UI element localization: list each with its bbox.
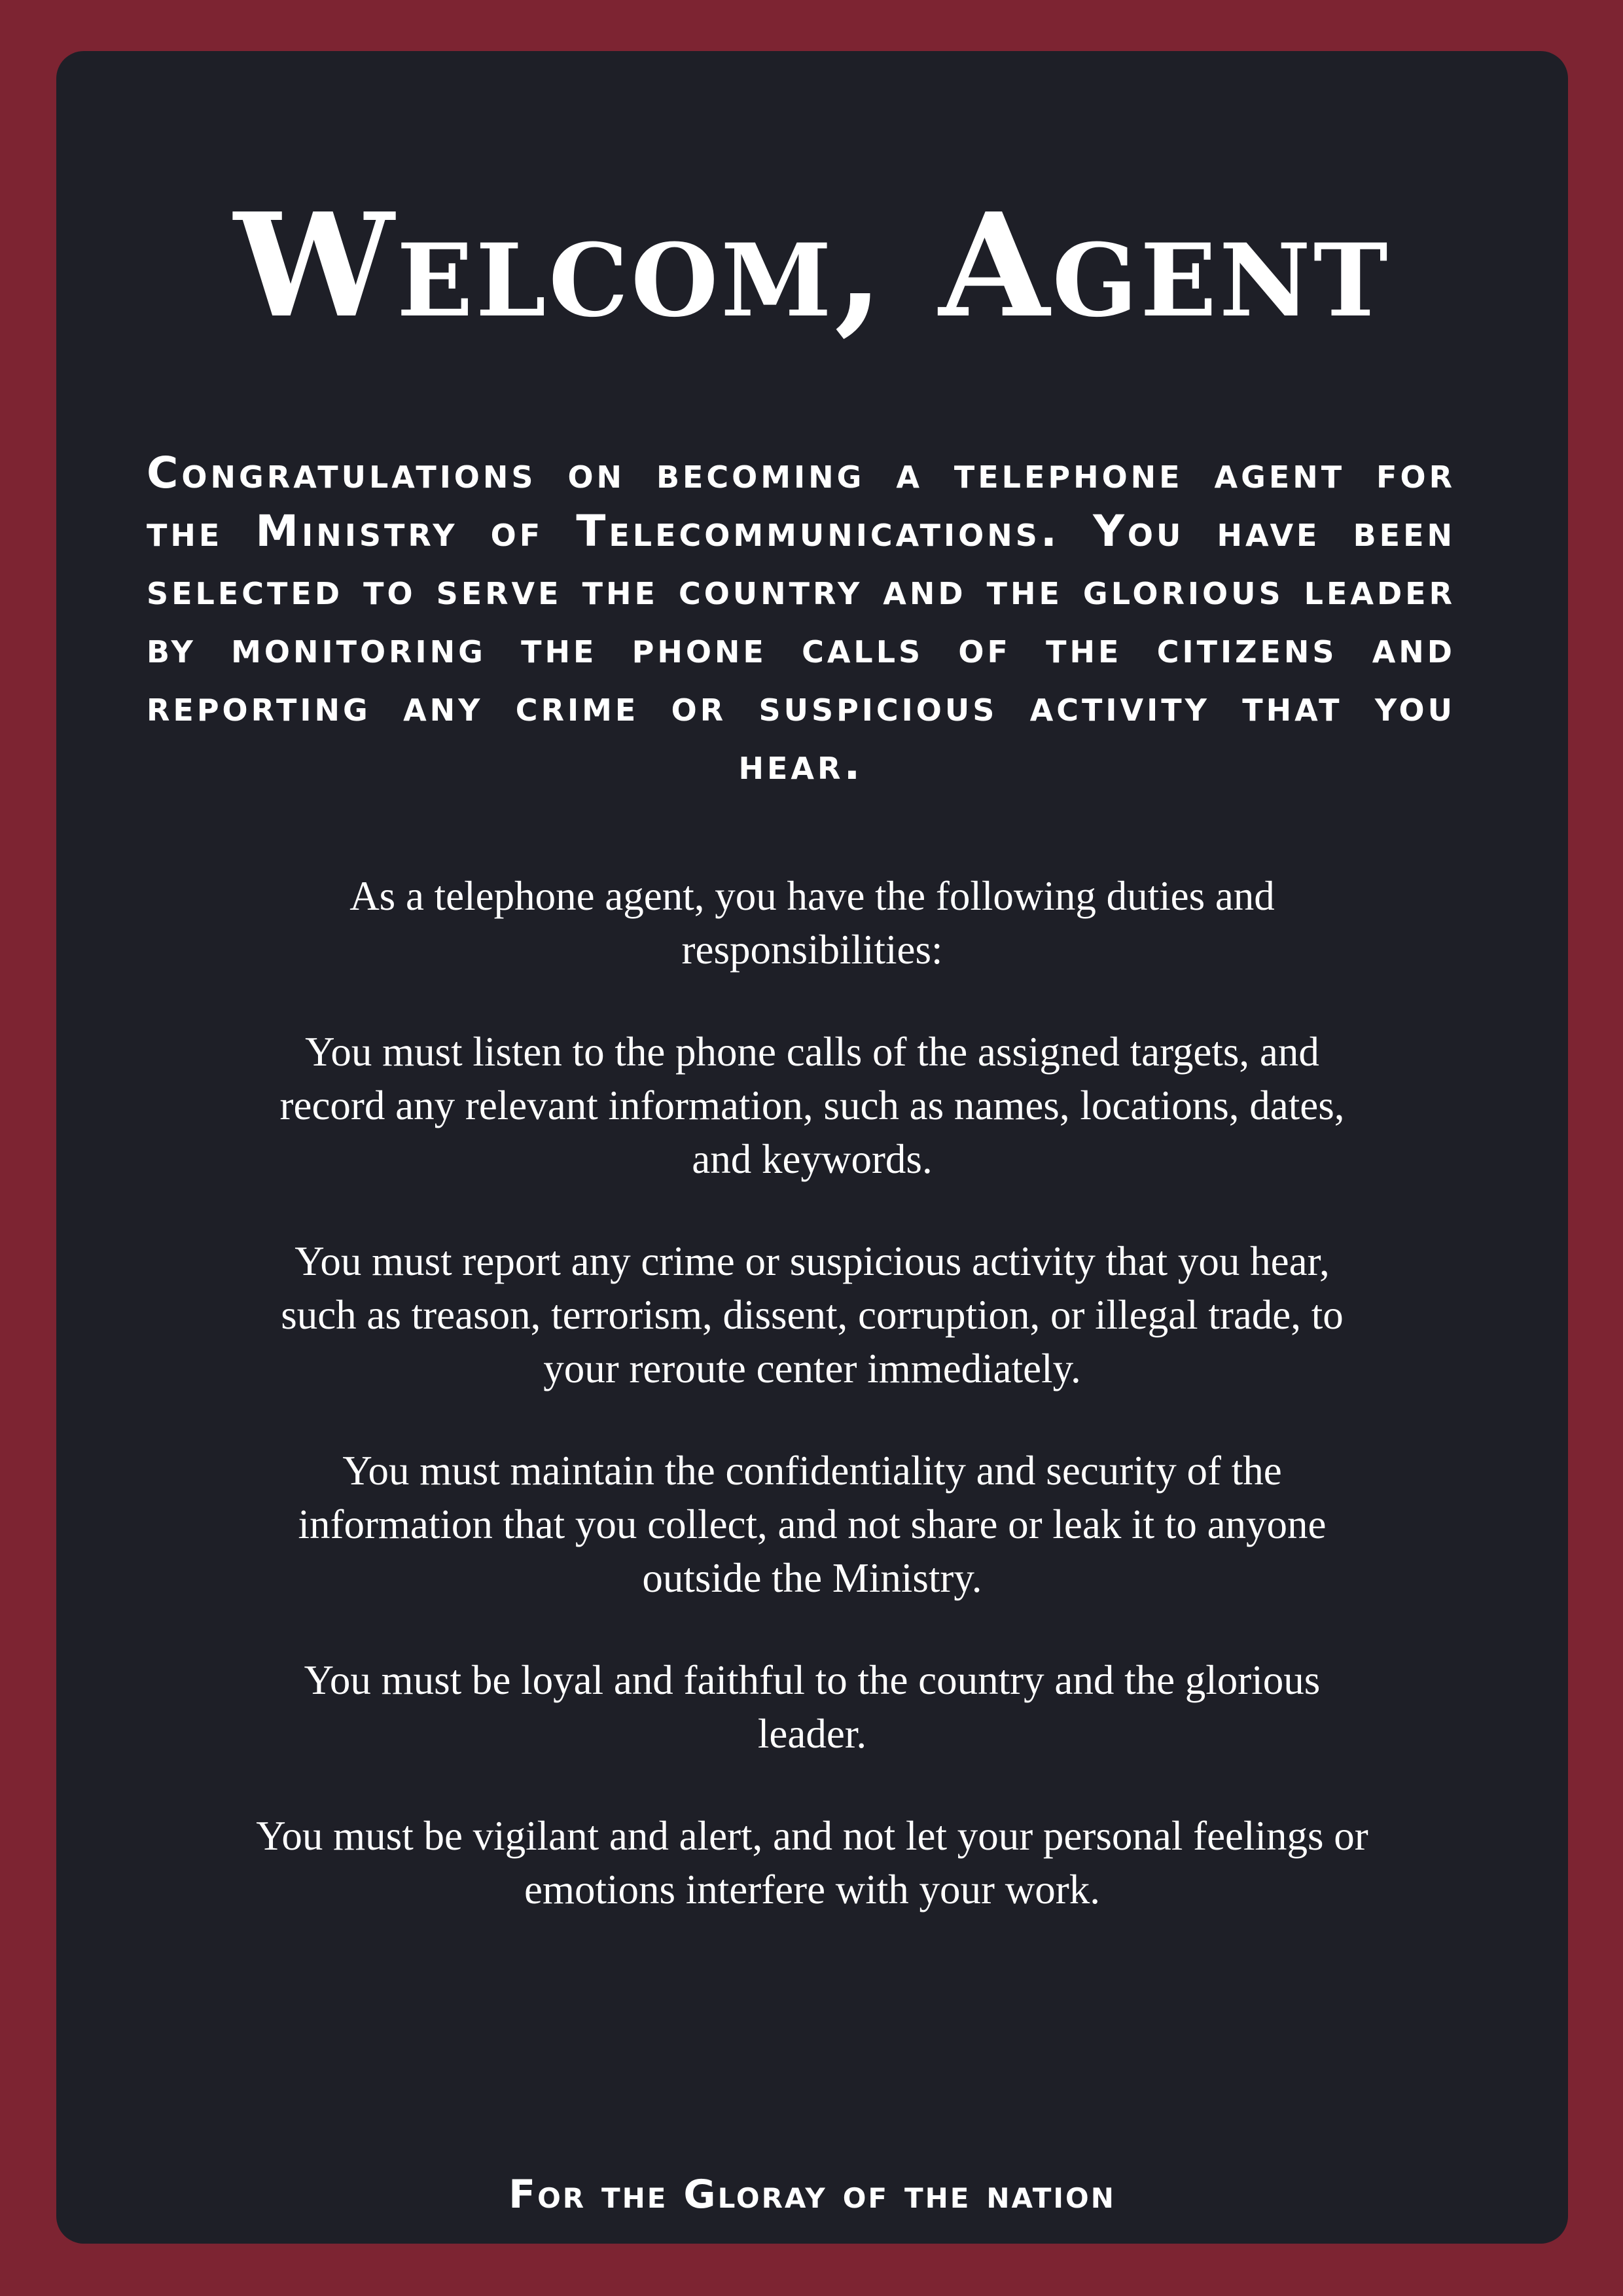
duties-intro: As a telephone agent, you have the following duties and responsibilities: — [349, 873, 1275, 973]
page-title: Welcom, Agent — [234, 182, 1391, 350]
duty-item-1: You must listen to the phone calls of the assigned targets, and record any relevant information, such as names, locations, dates, and keywords. — [279, 1029, 1345, 1182]
duties-section — [253, 869, 1372, 1965]
document-panel — [56, 51, 1568, 2244]
intro-paragraph: Congratulations on becoming a telephone agent for the Ministry of Telecommunications. You have been selected to serve the country and the glorious leader by monitoring the phone calls of the citizens and reporting any crime or suspicious activity that you hear. — [147, 448, 1455, 789]
duty-item-2: You must report any crime or suspicious activity that you hear, such as treason, terrorism, dissent, corruption, or illegal trade, to your reroute center immediately. — [281, 1238, 1344, 1391]
duty-item-5: You must be vigilant and alert, and not let your personal feelings or emotions interfere with your work. — [256, 1813, 1368, 1912]
duty-item-3: You must maintain the confidentiality and security of the information that you collect, and not share or leak it to anyone outside the Ministry. — [298, 1448, 1327, 1601]
footer-motto: For the Gloray of the nation — [508, 2172, 1116, 2217]
duty-item-4: You must be loyal and faithful to the country and the glorious leader. — [304, 1657, 1321, 1757]
